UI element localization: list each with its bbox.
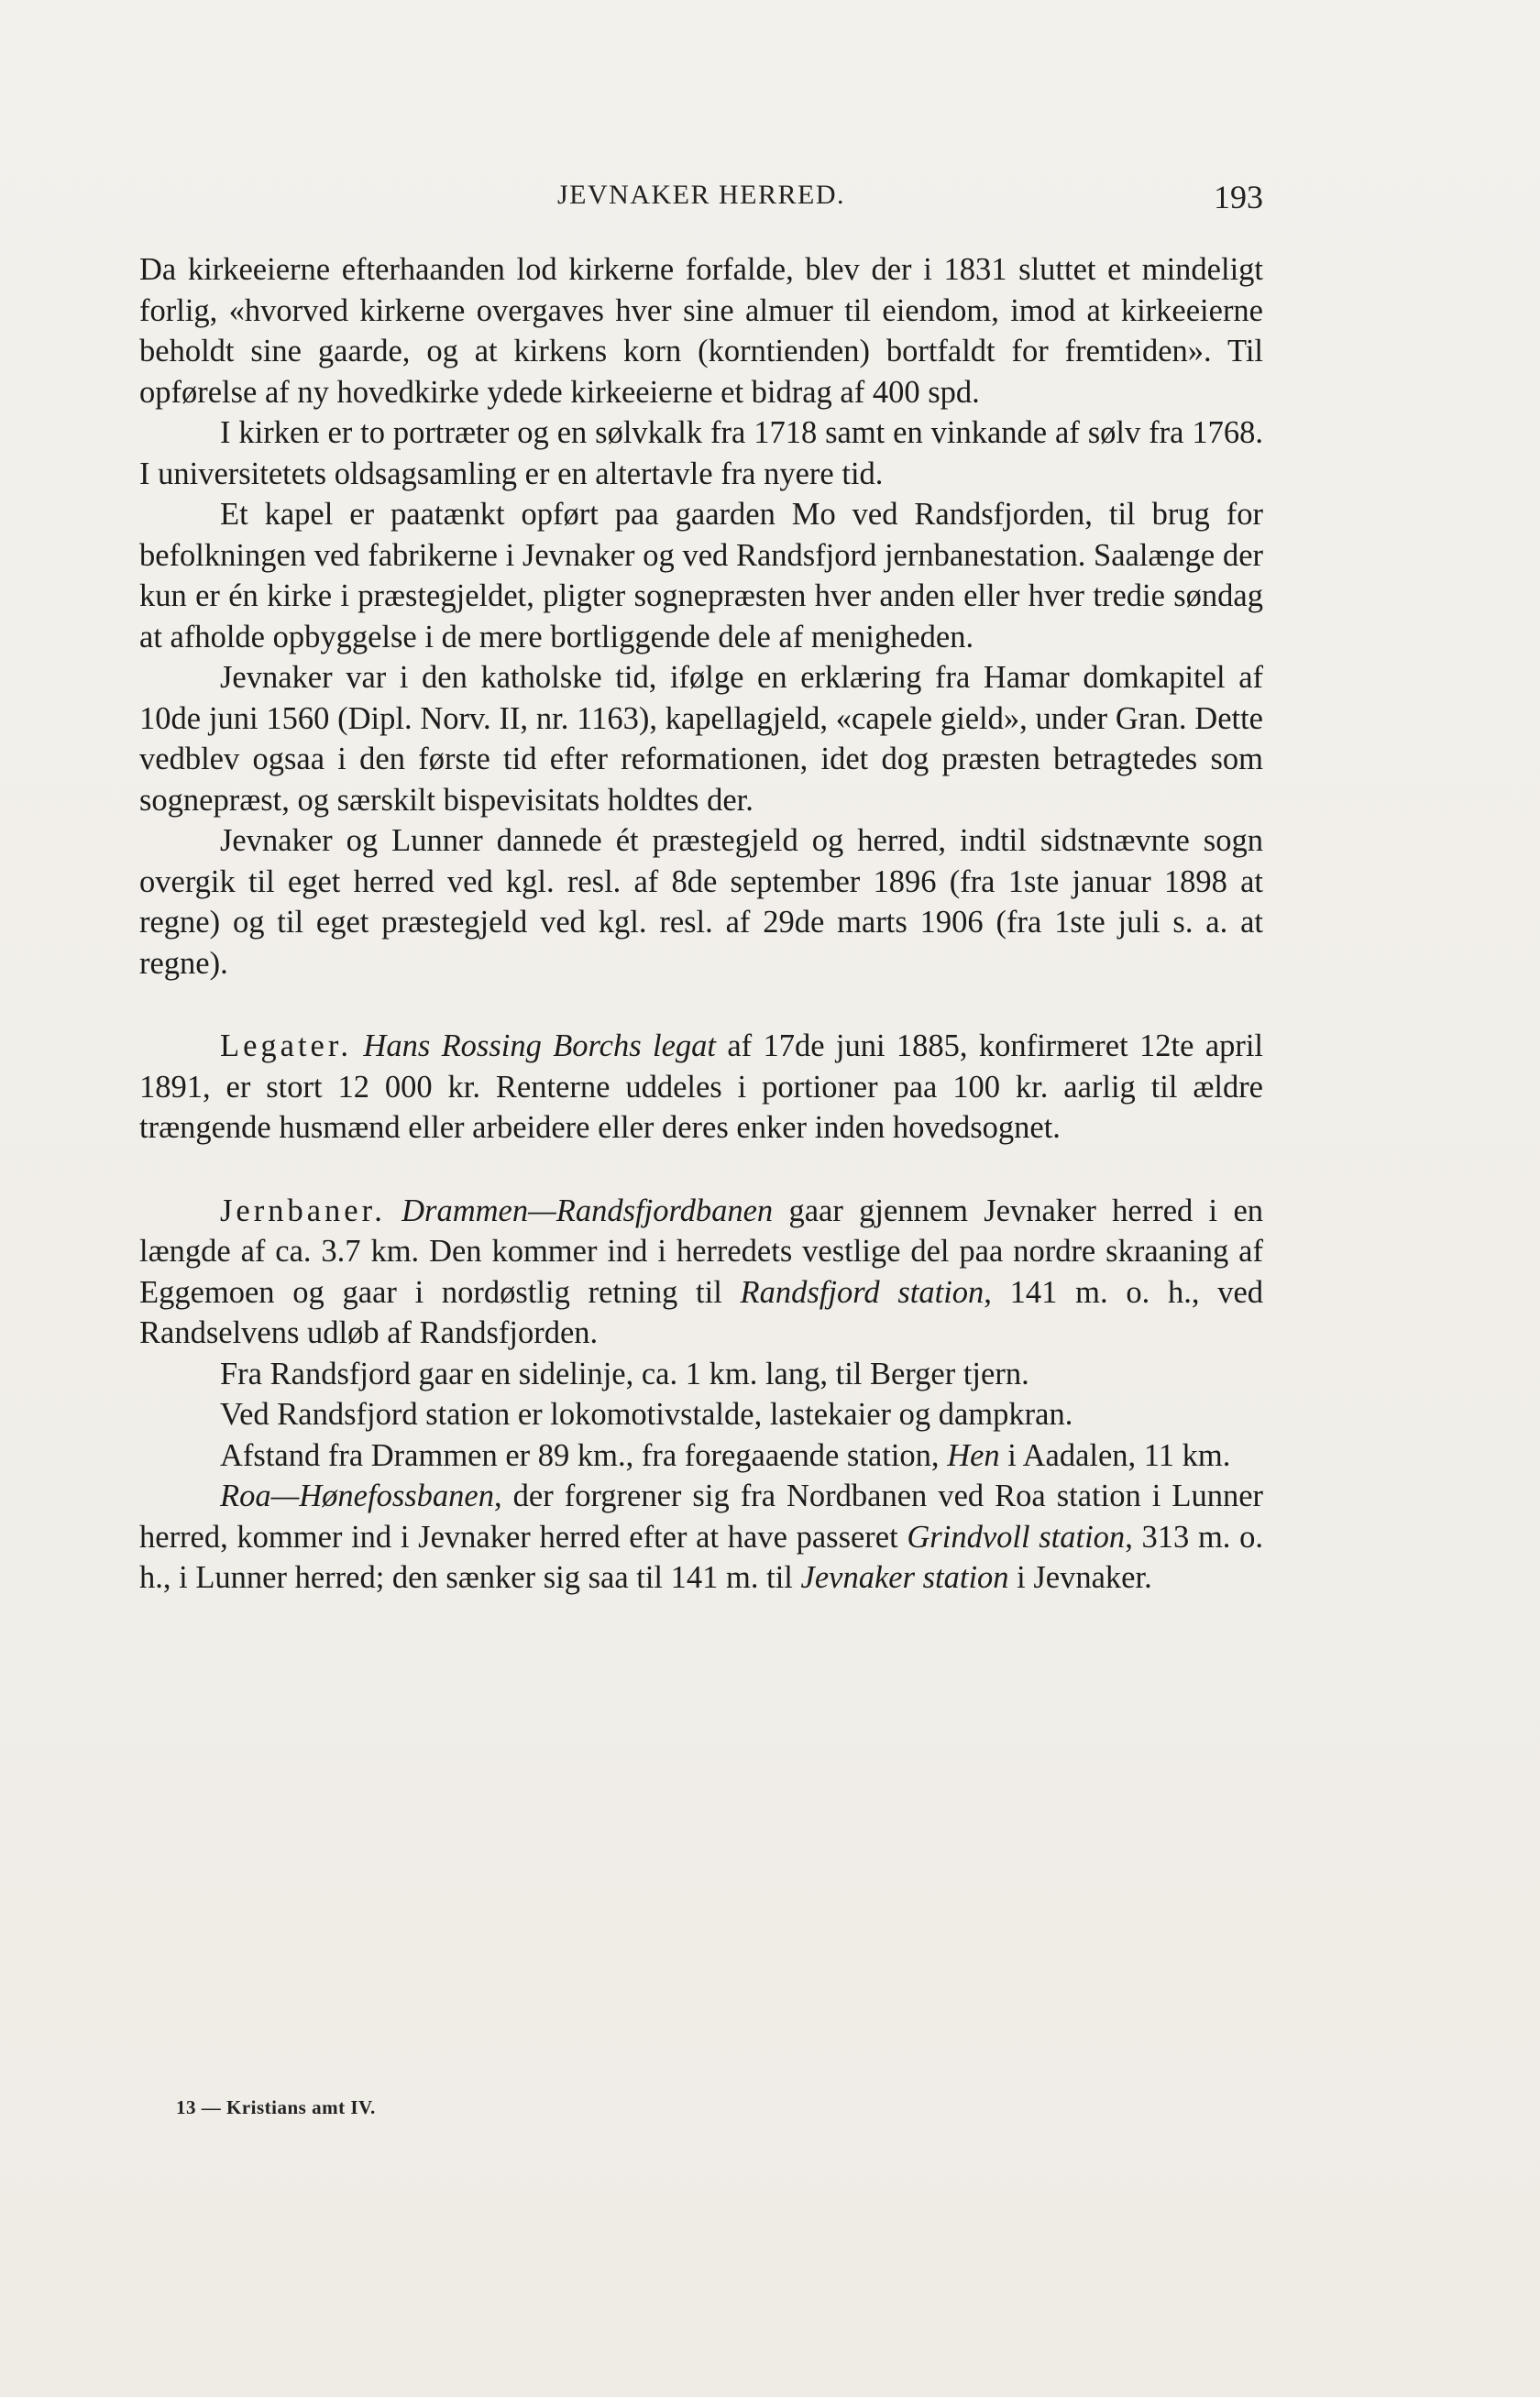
jevnaker-station: Jevnaker station <box>800 1560 1009 1595</box>
legater-heading: Legater. <box>220 1028 353 1063</box>
roa-text-2: , 313 m. o. h., i Lunner herred; den sænker sig saa til 141 m. til <box>139 1519 1263 1595</box>
jernbaner-text-1: gaar gjennem Jevnaker herred i en længde af ca. 3.7 km. Den kommer ind i herredets vestlige del paa nordre skraaning af Eggemoen og gaar i nordøstlig retning til <box>139 1193 1264 1310</box>
signature-mark: 13 — Kristians amt IV. <box>176 2096 376 2118</box>
jernbaner-text-2: , 141 m. o. h., ved Randselvens udløb af Randsfjorden. <box>139 1274 1264 1350</box>
paragraph-jernbaner <box>139 1191 1263 1354</box>
jernbaner-heading: Jernbaner. <box>220 1193 386 1228</box>
roa-text-1: , der forgrener sig fra Nordbanen ved Roa station i Lunner herred, kommer ind i Jevnaker herred efter at have passeret <box>139 1479 1263 1555</box>
afstand-text-1: Afstand fra Drammen er 89 km., fra foregaaende station, <box>220 1437 948 1473</box>
roa-honefossbanen: Roa—Hønefossbanen <box>220 1479 494 1513</box>
page-header <box>139 180 1263 225</box>
afstand-text-2: i Aadalen, 11 km. <box>999 1437 1231 1473</box>
paragraph-katholske-tid: Jevnaker var i den katholske tid, ifølge en erklæring fra Hamar domkapitel af 10de juni 1560 (Dipl. Norv. II, nr. 1163), kapellagjeld, «capele gield», under Gran. Dette vedblev ogsaa i den første tid efter reformationen, idet dog præsten betragtedes som sognepræst, og særskilt bispevisitats holdtes der. <box>139 660 1263 818</box>
randsfjord-station: Randsfjord station <box>740 1274 984 1310</box>
paragraph-portraeter: I kirken er to portræter og en sølvkalk fra 1718 samt en vinkande af sølv fra 1768. I universitetets oldsagsamling er en altertavle fra nyere tid. <box>139 415 1263 491</box>
running-head: JEVNAKER HERRED. <box>557 180 845 210</box>
paragraph-lunner: Jevnaker og Lunner dannede ét præstegjeld og herred, indtil sidstnævnte sogn overgik til eget herred ved kgl. resl. af 8de september 1896 (fra 1ste januar 1898 at regne) og til eget præstegjeld ved kgl. resl. af 29de marts 1906 (fra 1ste juli s. a. at regne). <box>139 823 1263 981</box>
paragraph-kapel: Et kapel er paatænkt opført paa gaarden Mo ved Randsfjorden, til brug for befolkningen ved fabrikerne i Jevnaker og ved Randsfjord jernbanestation. Saalænge der kun er én kirke i præstegjeldet, pligter sognepræsten hver anden eller hver tredie søndag at afholde opbyggelse i de mere bortliggende dele af menigheden. <box>139 497 1263 654</box>
legater-text: af 17de juni 1885, konfirmeret 12te april 1891, er stort 12 000 kr. Renterne uddeles i portioner paa 100 kr. aarlig til ældre trængende husmænd eller arbeidere eller deres enker inden hovedsognet. <box>139 1028 1263 1145</box>
paragraph-sidelinje: Fra Randsfjord gaar en sidelinje, ca. 1 km. lang, til Berger tjern. <box>220 1356 1029 1391</box>
page-number: 193 <box>1214 179 1263 215</box>
paragraph-kirkeeierne: Da kirkeeierne efterhaanden lod kirkerne forfalde, blev der i 1831 sluttet et mindeligt forlig, «hvorved kirkerne overgaves hver sine almuer til eiendom, imod at kirkeeierne beholdt sine gaarde, og at kirkens korn (korntienden) bortfaldt for fremtiden». Til opførelse af ny hovedkirke ydede kirkeeierne et bidrag af 400 spd. <box>139 252 1263 410</box>
paragraph-roa-honefossbanen <box>139 1476 1263 1599</box>
drammen-randsfjordbanen: Drammen—Randsfjordbanen <box>402 1193 774 1228</box>
body-text <box>139 249 1263 1599</box>
hen-station: Hen <box>947 1437 1000 1473</box>
legat-name: Hans Rossing Borchs legat <box>363 1028 716 1063</box>
paragraph-lokomotivstalde: Ved Randsfjord station er lokomotivstalde, lastekaier og dampkran. <box>220 1397 1073 1432</box>
paragraph-legater <box>139 1026 1263 1149</box>
grindvoll-station: Grindvoll station <box>907 1519 1126 1555</box>
paragraph-afstand <box>139 1435 1263 1477</box>
roa-text-3: i Jevnaker. <box>1008 1560 1152 1595</box>
